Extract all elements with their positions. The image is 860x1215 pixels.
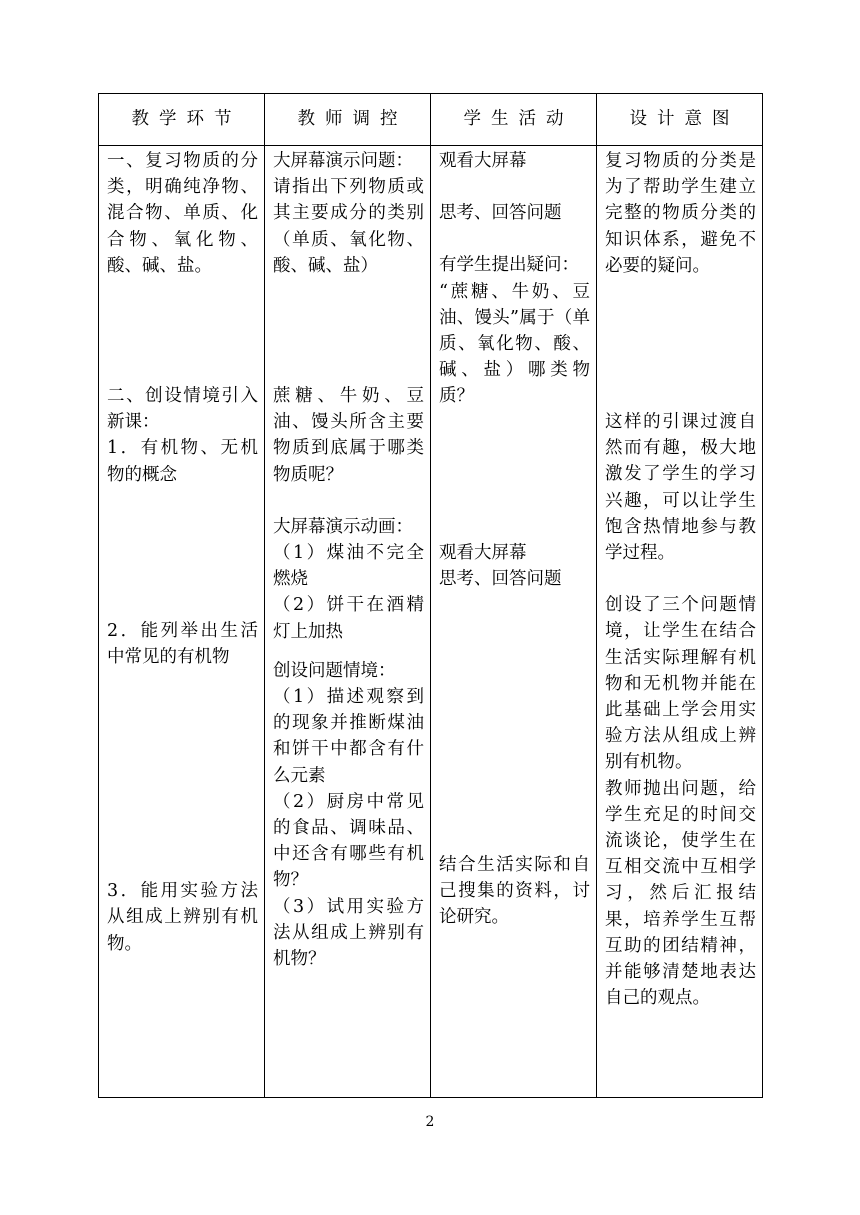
teacher-problem-situation: 创设问题情境： [273, 660, 396, 681]
student-watch-screen-2: 观看大屏幕 [439, 542, 527, 563]
teacher-problem-3: （3）试用实验方法从组成上辨别有机物？ [273, 896, 424, 970]
spacer [439, 174, 590, 200]
intent-review: 复习物质的分类是为了帮助学生建立完整的物质分类的知识体系，避免不必要的疑问。 [605, 151, 756, 276]
student-raise-question: 有学生提出疑问： [439, 255, 579, 276]
cell-design-intent [597, 146, 763, 1098]
stage-point-1: 1．有机物、无机物的概念 [107, 438, 258, 485]
teacher-animation-1: （1）煤油不完全燃烧 [273, 543, 424, 590]
spacer [605, 566, 756, 592]
spacer [273, 279, 424, 383]
student-think-answer-2: 思考、回答问题 [439, 568, 562, 589]
header-design-intent: 设计意图 [597, 94, 763, 146]
stage-review: 一、复习物质的分类，明确纯净物、混合物、单质、化合物、氧化物、酸、碱、盐。 [107, 151, 258, 276]
intent-discussion: 教师抛出问题，给学生充足的时间交流谈论，使学生在互相交流中互相学习，然后汇报结果，培养学生互帮互助的团结精神，并能够清楚地表达自己的观点。 [605, 778, 756, 1009]
table-header-row [99, 94, 763, 146]
teacher-screen-question: 大屏幕演示问题： [273, 151, 413, 171]
table-row [99, 146, 763, 1098]
cell-teaching-stage [99, 146, 265, 1098]
student-discussion: 结合生活实际和自己搜集的资料，讨论研究。 [439, 855, 590, 928]
spacer [439, 410, 590, 540]
student-watch-screen-1: 观看大屏幕 [439, 151, 527, 171]
spacer [273, 645, 424, 658]
teacher-screen-animation: 大屏幕演示动画： [273, 516, 413, 537]
page-number: 2 [425, 1114, 435, 1130]
header-student-activity: 学生活动 [431, 94, 597, 146]
spacer [273, 488, 424, 514]
lesson-plan-table [98, 93, 763, 1098]
cell-teacher-control [265, 146, 431, 1098]
spacer [439, 592, 590, 852]
stage-point-3: 3．能用实验方法从组成上辨别有机物。 [107, 881, 258, 954]
stage-introduction: 二、创设情境引入新课： [107, 386, 258, 433]
teacher-problem-2: （2）厨房中常见的食品、调味品、中还含有哪些有机物？ [273, 791, 424, 891]
cell-student-activity [431, 146, 597, 1098]
teacher-classify-prompt: 请指出下列物质或其主要成分的类别（单质、氧化物、酸、碱、盐） [273, 177, 424, 276]
student-question-content: “蔗糖、牛奶、豆油、馒头”属于（单质、氧化物、酸、碱、盐）哪类物质？ [439, 281, 590, 407]
header-teaching-stage: 教学环节 [99, 94, 265, 146]
intent-problem-situations: 创设了三个问题情境，让学生在结合生活实际理解有机物和无机物并能在此基础上学会用实验方法从组成上辨别有机物。 [605, 595, 756, 773]
spacer [107, 488, 258, 618]
teacher-lead-question: 蔗糖、牛奶、豆油、馒头所含主要物质到底属于哪类物质呢？ [273, 386, 424, 485]
spacer [439, 226, 590, 252]
teacher-animation-2: （2）饼干在酒精灯上加热 [273, 595, 424, 642]
student-think-answer-1: 思考、回答问题 [439, 203, 562, 224]
teacher-problem-1: （1）描述观察到的现象并推断煤油和饼干中都含有什么元素 [273, 687, 424, 786]
spacer [107, 279, 258, 383]
intent-introduction: 这样的引课过渡自然而有趣，极大地激发了学生的学习兴趣，可以让学生饱含热情地参与教学过程。 [605, 412, 756, 564]
spacer [107, 670, 258, 878]
stage-point-2: 2．能列举出生活中常见的有机物 [107, 620, 258, 668]
spacer [605, 279, 756, 409]
header-teacher-control: 教师调控 [265, 94, 431, 146]
